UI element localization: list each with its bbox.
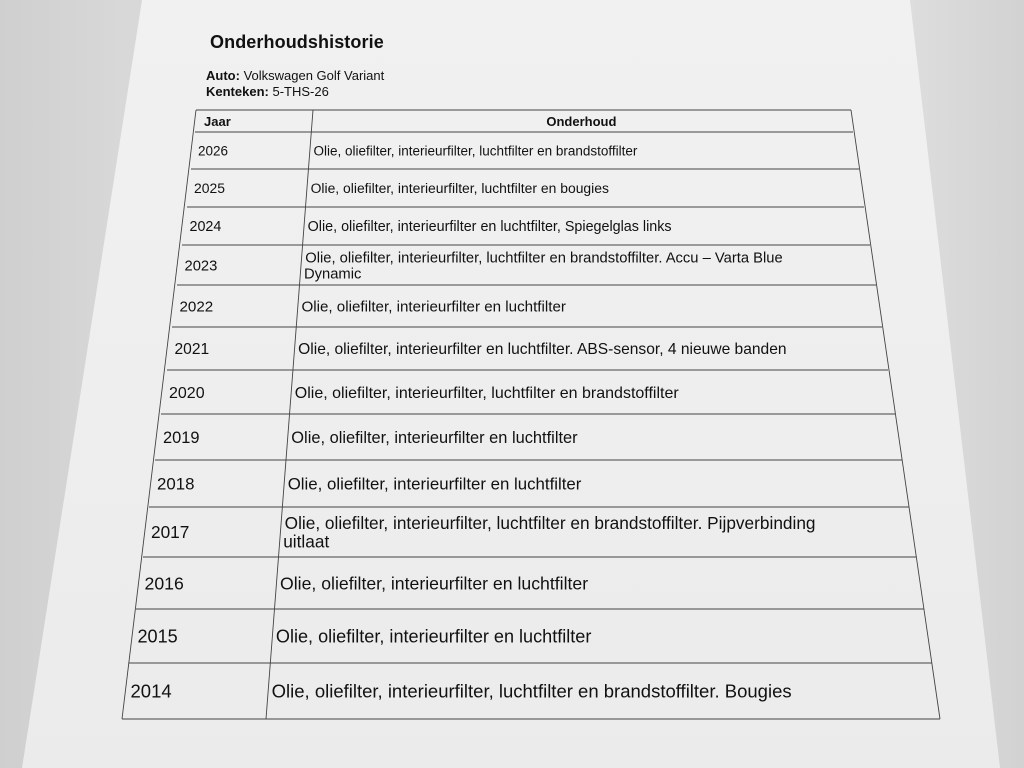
document-title: Onderhoudshistorie — [210, 32, 384, 52]
row-year: 2024 — [189, 219, 222, 236]
row-year: 2018 — [157, 474, 195, 494]
table-cells — [131, 114, 816, 702]
row-service-text: Olie, oliefilter, interieurfilter en luchtfilter. ABS-sensor, 4 nieuwe banden — [298, 341, 787, 359]
row-service-text: Olie, oliefilter, interieurfilter, luchtfilter en brandstoffilter — [313, 143, 638, 159]
row-year: 2025 — [194, 180, 225, 197]
row-service-text: Olie, oliefilter, interieurfilter, luchtfilter en brandstoffilter. Bougies — [271, 680, 792, 702]
row-service-text: Olie, oliefilter, interieurfilter en luchtfilter — [301, 298, 566, 316]
row-year: 2026 — [198, 143, 229, 159]
row-service-text: Olie, oliefilter, interieurfilter en luchtfilter, Spiegelglas links — [307, 219, 672, 236]
plate-label: Kenteken: — [206, 84, 269, 99]
row-service-text: Olie, oliefilter, interieurfilter en luchtfilter — [291, 428, 578, 447]
plate-value: 5-THS-26 — [272, 84, 329, 99]
row-year: 2019 — [163, 428, 200, 447]
header-service: Onderhoud — [546, 114, 617, 129]
row-year: 2017 — [151, 522, 190, 543]
row-year: 2016 — [144, 573, 184, 594]
row-year: 2022 — [179, 298, 214, 316]
row-service-text: Olie, oliefilter, interieurfilter, luchtfilter en brandstoffilter — [294, 384, 679, 402]
header-year: Jaar — [204, 114, 231, 129]
row-year: 2020 — [169, 384, 205, 402]
row-service-text: Olie, oliefilter, interieurfilter en luchtfilter — [275, 626, 592, 647]
row-service-text: uitlaat — [283, 531, 330, 552]
car-value: Volkswagen Golf Variant — [243, 68, 385, 83]
row-service-text: Olie, oliefilter, interieurfilter en luchtfilter — [280, 573, 589, 594]
row-year: 2015 — [137, 626, 178, 647]
row-service-text: Dynamic — [304, 266, 362, 283]
car-label: Auto: — [206, 68, 240, 83]
row-service-text: Olie, oliefilter, interieurfilter en luchtfilter — [287, 474, 582, 494]
row-service-text: Olie, oliefilter, interieurfilter, luchtfilter en brandstoffilter. Pijpverbinding — [284, 512, 816, 533]
row-service-text: Olie, oliefilter, interieurfilter, luchtfilter en bougies — [310, 180, 609, 197]
row-service-text: Olie, oliefilter, interieurfilter, luchtfilter en brandstoffilter. Accu – Varta Blue — [305, 250, 783, 267]
row-year: 2021 — [174, 341, 210, 359]
table-right-border — [851, 110, 940, 719]
row-year: 2014 — [130, 680, 172, 702]
row-year: 2023 — [184, 258, 218, 275]
